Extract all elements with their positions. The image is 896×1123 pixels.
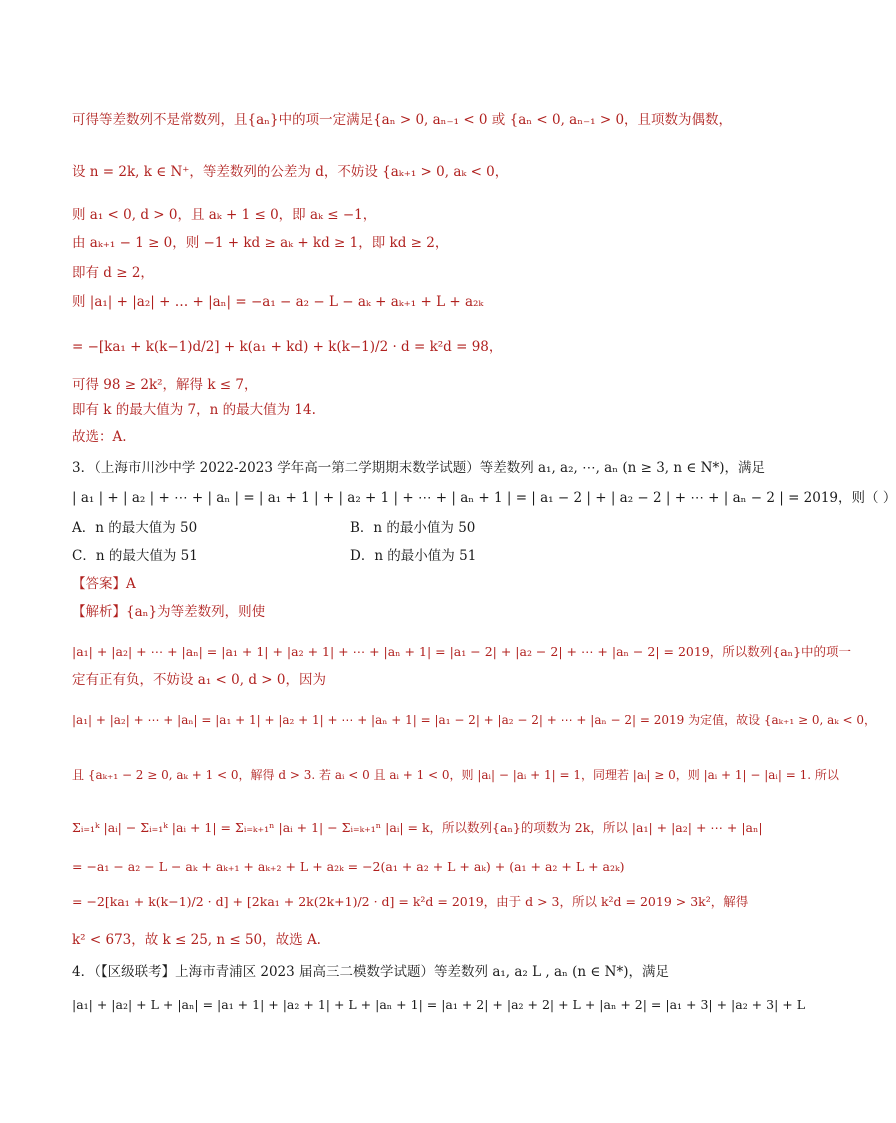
answer-label: 【答案】A	[72, 576, 136, 592]
option-b: B．n 的最小值为 50	[350, 520, 476, 536]
analysis-text-1: {aₙ}为等差数列，则使	[126, 604, 266, 620]
question-3-condition: | a₁ | + | a₂ | + ⋯ + | aₙ | = | a₁ + 1 | + | a₂ + 1 | + ⋯ + | aₙ + 1 | = | a₁ − 2 | + | a₂ − 2 | + ⋯ + | aₙ − 2 | = 2019，则（ ）	[72, 490, 896, 506]
solution-line-10: 故选：A.	[72, 429, 127, 445]
solution-line-3: 则 a₁ < 0, d > 0，且 aₖ + 1 ≤ 0，即 aₖ ≤ −1，	[72, 207, 377, 223]
analysis-line-3: 定有正有负，不妨设 a₁ < 0, d > 0，因为	[72, 672, 326, 688]
option-d: D．n 的最小值为 51	[350, 548, 477, 564]
solution-line-8: 可得 98 ≥ 2k²，解得 k ≤ 7，	[72, 377, 258, 393]
solution-line-7: = −[ka₁ + k(k−1)d/2] + k(a₁ + kd) + k(k−1)/2 · d = k²d = 98，	[72, 339, 503, 355]
analysis-line-6: Σᵢ₌₁ᵏ |aᵢ| − Σᵢ₌₁ᵏ |aᵢ + 1| = Σᵢ₌ₖ₊₁ⁿ |aᵢ + 1| − Σᵢ₌ₖ₊₁ⁿ |aᵢ| = k，所以数列{aₙ}的项数为 2k，所以 |a₁| + |a₂| + ⋯ + |aₙ|	[72, 820, 763, 835]
analysis-line-4: |a₁| + |a₂| + ⋯ + |aₙ| = |a₁ + 1| + |a₂ + 1| + ⋯ + |aₙ + 1| = |a₁ − 2| + |a₂ − 2| + ⋯ + |aₙ − 2| = 2019 为定值，故设 {aₖ₊₁ ≥ 0, aₖ < 0，	[72, 713, 876, 727]
solution-line-1: 可得等差数列不是常数列，且{aₙ}中的项一定满足{aₙ > 0, aₙ₋₁ < 0 或 {aₙ < 0, aₙ₋₁ > 0，且项数为偶数，	[72, 112, 733, 128]
analysis-line-9: k² < 673，故 k ≤ 25, n ≤ 50，故选 A.	[72, 932, 321, 948]
option-a: A．n 的最大值为 50	[72, 520, 198, 536]
question-4-header: 4．（【区级联考】上海市青浦区 2023 届高三二模数学试题）等差数列 a₁, a₂ L , aₙ (n ∈ N*)，满足	[72, 964, 669, 980]
analysis-line-8: = −2[ka₁ + k(k−1)/2 · d] + [2ka₁ + 2k(2k+1)/2 · d] = k²d = 2019，由于 d > 3，所以 k²d = 2019 > 3k²，解得	[72, 894, 749, 909]
analysis-line-7: = −a₁ − a₂ − L − aₖ + aₖ₊₁ + aₖ₊₂ + L + a₂ₖ = −2(a₁ + a₂ + L + aₖ) + (a₁ + a₂ + L + a₂ₖ)	[72, 859, 625, 874]
solution-line-5: 即有 d ≥ 2，	[72, 265, 154, 281]
solution-line-9: 即有 k 的最大值为 7，n 的最大值为 14.	[72, 402, 316, 418]
solution-line-2: 设 n = 2k, k ∈ N⁺，等差数列的公差为 d，不妨设 {aₖ₊₁ > 0, aₖ < 0，	[72, 164, 509, 180]
analysis-line-2: |a₁| + |a₂| + ⋯ + |aₙ| = |a₁ + 1| + |a₂ + 1| + ⋯ + |aₙ + 1| = |a₁ − 2| + |a₂ − 2| + ⋯ + |aₙ − 2| = 2019，所以数列{aₙ}中的项一	[72, 644, 852, 659]
analysis-label: 【解析】	[72, 604, 126, 620]
solution-line-6: 则 |a₁| + |a₂| + … + |aₙ| = −a₁ − a₂ − L − aₖ + aₖ₊₁ + L + a₂ₖ	[72, 294, 484, 310]
question-4-condition: |a₁| + |a₂| + L + |aₙ| = |a₁ + 1| + |a₂ + 1| + L + |aₙ + 1| = |a₁ + 2| + |a₂ + 2| + L + |aₙ + 2| = |a₁ + 3| + |a₂ + 3| + L	[72, 997, 806, 1012]
analysis-line-1	[72, 602, 734, 622]
analysis-line-5: 且 {aₖ₊₁ − 2 ≥ 0, aₖ + 1 < 0，解得 d > 3. 若 aᵢ < 0 且 aᵢ + 1 < 0，则 |aᵢ| − |aᵢ + 1| = 1，同理若 |aᵢ| ≥ 0，则 |aᵢ + 1| − |aᵢ| = 1. 所以	[72, 768, 839, 782]
solution-line-4: 由 aₖ₊₁ − 1 ≥ 0，则 −1 + kd ≥ aₖ + kd ≥ 1，即 kd ≥ 2，	[72, 235, 449, 251]
option-c: C．n 的最大值为 51	[72, 548, 198, 564]
question-3-header: 3．（上海市川沙中学 2022-2023 学年高一第二学期期末数学试题）等差数列 a₁, a₂, ⋯, aₙ (n ≥ 3, n ∈ N*)，满足	[72, 460, 765, 476]
